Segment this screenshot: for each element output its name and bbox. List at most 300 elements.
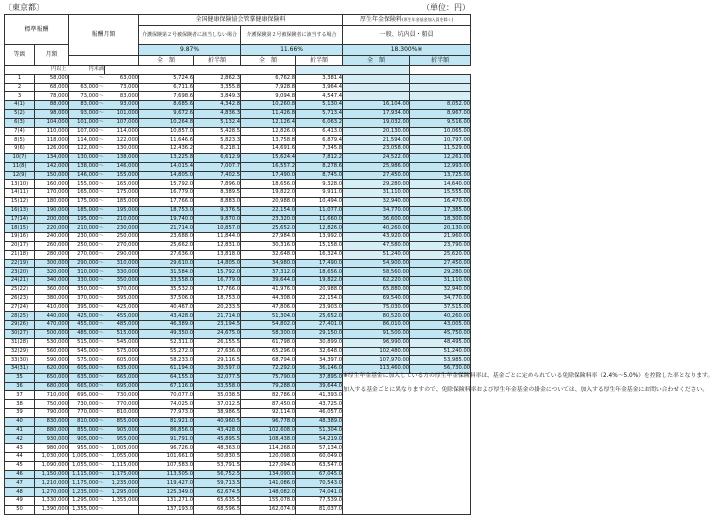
not-care-full-cell: 15,792.0 [139, 180, 194, 189]
pension-title: 厚生年金保険料 [360, 16, 403, 23]
not-care-half-cell: 29,116.5 [194, 356, 241, 365]
range-to-cell: 175,000 [105, 189, 139, 198]
blank-cell [105, 66, 296, 75]
range-to-cell: 330,000 [105, 268, 139, 277]
range-from-cell: 485,000 [69, 329, 99, 338]
grade-cell: 32(29) [5, 347, 35, 356]
table-row [5, 373, 471, 382]
range-from-cell: 138,000 [69, 162, 99, 171]
range-tilde: ～ [98, 497, 105, 504]
grade-cell: 37 [5, 391, 35, 400]
rate-not-care: 9.87% [139, 45, 241, 56]
range-tilde: ～ [98, 295, 105, 302]
range-tilde: ～ [98, 462, 105, 469]
not-care-half-cell: 8,883.0 [194, 197, 241, 206]
care-half-cell: 36,146.0 [296, 365, 343, 374]
range-tilde: ～ [98, 215, 105, 222]
not-care-half-cell: 33,558.0 [194, 382, 241, 391]
not-care-header: 介護保険第２号被保険者に該当しない場合 [139, 26, 241, 45]
pension-note [343, 372, 713, 514]
table-row [5, 303, 471, 312]
care-half-cell: 11,660.0 [296, 215, 343, 224]
care-full-cell: 19,822.0 [241, 189, 296, 198]
not-care-half-cell: 45,895.5 [194, 435, 241, 444]
range-from-cell: 210,000 [69, 224, 99, 233]
not-care-half-cell: 11,844.0 [194, 233, 241, 242]
monthly-cell: 98,000 [35, 109, 69, 118]
not-care-full-cell: 6,711.6 [139, 83, 194, 92]
range-from-cell: 1,355,000 [69, 505, 99, 514]
pension-full-cell: 20,130.00 [343, 127, 410, 136]
range-tilde: ～ [98, 506, 105, 513]
care-half-cell: 60,049.0 [296, 453, 343, 462]
remuneration-range-spacer [69, 56, 139, 66]
full-header: 全 額 [343, 56, 410, 66]
not-care-half-cell: 37,012.5 [194, 400, 241, 409]
not-care-half-cell: 23,194.5 [194, 321, 241, 330]
care-half-cell: 20,988.0 [296, 285, 343, 294]
pension-full-cell: 27,450.00 [343, 171, 410, 180]
care-half-cell: 17,490.0 [296, 259, 343, 268]
care-half-cell: 6,413.0 [296, 127, 343, 136]
range-from-cell: 63,000 [69, 83, 99, 92]
not-care-half-cell: 10,857.0 [194, 224, 241, 233]
range-from-cell: 107,000 [69, 127, 99, 136]
range-to-cell: 370,000 [105, 285, 139, 294]
not-care-half-cell: 9,870.0 [194, 215, 241, 224]
range-tilde: ～ [98, 312, 105, 319]
range-from-cell: 545,000 [69, 347, 99, 356]
range-to-cell: 138,000 [105, 153, 139, 162]
not-care-half-cell: 50,830.5 [194, 453, 241, 462]
pension-full-cell: 113,460.00 [343, 365, 410, 374]
table-row [5, 83, 471, 92]
not-care-full-cell: 52,311.0 [139, 338, 194, 347]
range-from-cell: 310,000 [69, 268, 99, 277]
rate-pension: 18.300%※ [343, 45, 471, 56]
pension-half-cell: 51,240.00 [410, 347, 471, 356]
care-full-cell: 61,798.0 [241, 338, 296, 347]
care-half-cell: 9,328.0 [296, 180, 343, 189]
not-care-half-cell: 27,636.0 [194, 347, 241, 356]
care-half-cell: 5,130.4 [296, 101, 343, 110]
not-care-half-cell: 21,714.0 [194, 312, 241, 321]
range-to-cell: 455,000 [105, 312, 139, 321]
pension-full-cell: 102,480.00 [343, 347, 410, 356]
pension-full-cell: 96,990.00 [343, 338, 410, 347]
not-care-half-cell: 12,831.0 [194, 241, 241, 250]
care-full-cell: 96,778.0 [241, 417, 296, 426]
table-row [5, 294, 471, 303]
grade-cell: 50 [5, 505, 35, 514]
monthly-cell: 300,000 [35, 259, 69, 268]
table-row [5, 338, 471, 347]
not-care-half-cell: 48,363.0 [194, 444, 241, 453]
range-tilde: ～ [98, 453, 105, 460]
not-care-full-cell: 10,857.0 [139, 127, 194, 136]
care-half-cell: 46,057.0 [296, 409, 343, 418]
grade-cell: 35 [5, 373, 35, 382]
range-to-cell: 195,000 [105, 206, 139, 215]
not-care-half-cell: 32,077.5 [194, 373, 241, 382]
grade-cell: 10(7) [5, 153, 35, 162]
grade-cell: 41 [5, 426, 35, 435]
range-tilde: ～ [98, 356, 105, 363]
range-to-cell: 1,175,000 [105, 470, 139, 479]
care-half-cell: 8,278.6 [296, 162, 343, 171]
care-full-cell: 7,928.8 [241, 83, 296, 92]
range-to-cell: 93,000 [105, 101, 139, 110]
range-to-cell: 310,000 [105, 259, 139, 268]
monthly-cell: 880,000 [35, 426, 69, 435]
monthly-cell: 530,000 [35, 338, 69, 347]
not-care-half-cell: 53,791.5 [194, 461, 241, 470]
care-full-cell: 23,320.0 [241, 215, 296, 224]
range-to-cell: 350,000 [105, 277, 139, 286]
pension-full-cell [343, 92, 410, 101]
pension-full-cell: 62,220.00 [343, 277, 410, 286]
pension-half-cell: 25,620.00 [410, 250, 471, 259]
table-row [5, 109, 471, 118]
range-from-cell: 1,295,000 [69, 497, 99, 506]
not-care-full-cell: 12,436.2 [139, 145, 194, 154]
grade-cell: 22(19) [5, 259, 35, 268]
grade-cell: 20(17) [5, 241, 35, 250]
not-care-full-cell: 8,685.6 [139, 101, 194, 110]
grade-cell: 46 [5, 470, 35, 479]
care-full-cell: 162,074.0 [241, 505, 296, 514]
not-care-full-cell: 86,856.0 [139, 426, 194, 435]
care-full-cell: 20,988.0 [241, 197, 296, 206]
not-care-half-cell: 8,389.5 [194, 189, 241, 198]
half-header: 折半額 [410, 56, 471, 66]
table-row [5, 74, 471, 83]
range-to-cell: 270,000 [105, 241, 139, 250]
table-row [5, 206, 471, 215]
not-care-full-cell: 107,583.0 [139, 461, 194, 470]
monthly-cell: 590,000 [35, 356, 69, 365]
monthly-cell: 134,000 [35, 153, 69, 162]
not-care-half-cell: 4,342.8 [194, 101, 241, 110]
range-from-cell: 230,000 [69, 233, 99, 242]
care-full-cell: 10,260.8 [241, 101, 296, 110]
not-care-full-cell: 58,233.0 [139, 356, 194, 365]
care-half-cell: 23,903.0 [296, 303, 343, 312]
monthly-cell: 1,270,000 [35, 488, 69, 497]
not-care-full-cell: 101,661.0 [139, 453, 194, 462]
grade-cell: 40 [5, 417, 35, 426]
grade-cell: 43 [5, 444, 35, 453]
care-half-cell: 77,539.0 [296, 497, 343, 506]
range-from-cell: 395,000 [69, 303, 99, 312]
range-to-cell: 905,000 [105, 426, 139, 435]
range-tilde: ～ [98, 382, 105, 389]
care-full-cell: 14,691.6 [241, 145, 296, 154]
range-from-cell: 270,000 [69, 250, 99, 259]
care-full-cell: 58,300.0 [241, 329, 296, 338]
not-care-full-cell: 23,688.0 [139, 233, 194, 242]
range-to-cell: 101,000 [105, 109, 139, 118]
not-care-half-cell: 56,752.5 [194, 470, 241, 479]
range-from-cell: 330,000 [69, 277, 99, 286]
not-care-half-cell: 62,674.5 [194, 488, 241, 497]
not-care-half-cell: 26,155.5 [194, 338, 241, 347]
grade-cell: 29(26) [5, 321, 35, 330]
range-to-cell: 730,000 [105, 391, 139, 400]
remuneration-header: 報酬月額 [69, 15, 139, 56]
not-care-full-cell: 74,025.0 [139, 400, 194, 409]
care-full-cell: 11,426.8 [241, 109, 296, 118]
monthly-cell: 1,150,000 [35, 470, 69, 479]
not-care-half-cell: 3,355.8 [194, 83, 241, 92]
not-care-half-cell: 14,805.0 [194, 259, 241, 268]
pension-full-cell: 91,500.00 [343, 329, 410, 338]
care-half-cell: 7,345.8 [296, 145, 343, 154]
monthly-cell: 710,000 [35, 391, 69, 400]
range-to-cell: 955,000 [105, 435, 139, 444]
not-care-half-cell: 40,960.5 [194, 417, 241, 426]
care-half-cell: 43,725.0 [296, 400, 343, 409]
not-care-full-cell: 96,726.0 [139, 444, 194, 453]
grade-cell: 33(30) [5, 356, 35, 365]
range-to-cell: 155,000 [105, 171, 139, 180]
care-half-cell: 3,381.4 [296, 74, 343, 83]
range-from-cell: 455,000 [69, 321, 99, 330]
care-half-cell: 25,652.0 [296, 312, 343, 321]
care-half-cell: 15,158.0 [296, 241, 343, 250]
not-care-full-cell: 14,805.0 [139, 171, 194, 180]
pension-half-cell: 21,960.00 [410, 233, 471, 242]
not-care-full-cell: 14,015.4 [139, 162, 194, 171]
grade-cell: 19(16) [5, 233, 35, 242]
care-full-cell: 22,154.0 [241, 206, 296, 215]
grade-cell: 18(15) [5, 224, 35, 233]
grade-cell: 5(2) [5, 109, 35, 118]
table-row [5, 268, 471, 277]
range-to-cell: 165,000 [105, 180, 139, 189]
care-half-cell: 30,899.0 [296, 338, 343, 347]
not-care-half-cell: 68,596.5 [194, 505, 241, 514]
monthly-cell: 142,000 [35, 162, 69, 171]
grade-cell: 28(25) [5, 312, 35, 321]
care-full-cell: 17,490.0 [241, 171, 296, 180]
monthly-cell: 980,000 [35, 444, 69, 453]
range-from-cell: 575,000 [69, 356, 99, 365]
range-tilde: ～ [98, 180, 105, 187]
grade-cell: 11(8) [5, 162, 35, 171]
pension-full-cell [343, 83, 410, 92]
range-from-cell: 93,000 [69, 109, 99, 118]
range-from-cell: 114,000 [69, 136, 99, 145]
range-to-cell: 545,000 [105, 338, 139, 347]
range-from-cell: 175,000 [69, 197, 99, 206]
pension-half-cell: 18,300.00 [410, 215, 471, 224]
monthly-cell: 1,390,000 [35, 505, 69, 514]
half-header: 折半額 [194, 56, 241, 66]
not-care-full-cell: 35,532.0 [139, 285, 194, 294]
not-care-full-cell: 25,662.0 [139, 241, 194, 250]
range-tilde: ～ [98, 75, 105, 82]
grade-cell: 21(18) [5, 250, 35, 259]
half-header: 折半額 [296, 56, 343, 66]
not-care-half-cell: 18,753.0 [194, 294, 241, 303]
range-tilde: ～ [98, 339, 105, 345]
care-half-cell: 4,547.4 [296, 92, 343, 101]
range-tilde: ～ [98, 418, 105, 425]
range-from-cell: 290,000 [69, 259, 99, 268]
monthly-cell: 360,000 [35, 285, 69, 294]
pension-half-cell: 14,640.00 [410, 180, 471, 189]
range-tilde: ～ [98, 400, 105, 407]
grade-cell: 24(21) [5, 277, 35, 286]
not-care-half-cell: 7,896.0 [194, 180, 241, 189]
not-care-full-cell: 10,264.8 [139, 118, 194, 127]
range-to-cell: 395,000 [105, 294, 139, 303]
care-full-cell: 82,786.0 [241, 391, 296, 400]
range-tilde: ～ [98, 365, 105, 372]
not-care-half-cell: 6,218.1 [194, 145, 241, 154]
monthly-cell: 180,000 [35, 197, 69, 206]
not-care-full-cell: 43,428.0 [139, 312, 194, 321]
care-half-cell: 10,494.0 [296, 197, 343, 206]
care-full-cell: 102,608.0 [241, 426, 296, 435]
range-tilde: ～ [98, 119, 105, 126]
table-row [5, 136, 471, 145]
grade-cell: 39 [5, 409, 35, 418]
grade-cell: 47 [5, 479, 35, 488]
grade-cell: 12(9) [5, 171, 35, 180]
pension-full-cell: 25,986.00 [343, 162, 410, 171]
pension-half-cell: 32,940.00 [410, 285, 471, 294]
table-row [5, 180, 471, 189]
full-header: 全 額 [241, 56, 296, 66]
not-care-full-cell: 13,225.8 [139, 153, 194, 162]
care-full-cell: 34,980.0 [241, 259, 296, 268]
table-row [5, 197, 471, 206]
range-to-cell: 695,000 [105, 382, 139, 391]
table-row [5, 224, 471, 233]
not-care-half-cell: 13,818.0 [194, 250, 241, 259]
care-full-cell: 25,652.0 [241, 224, 296, 233]
pension-full-cell: 58,560.00 [343, 268, 410, 277]
range-to-cell: 1,235,000 [105, 479, 139, 488]
range-to-cell: 107,000 [105, 118, 139, 127]
range-from-cell: 635,000 [69, 373, 99, 382]
range-tilde: ～ [98, 224, 105, 231]
range-from-cell: 730,000 [69, 400, 99, 409]
range-to-cell: 63,000 [105, 74, 139, 83]
pension-half-cell: 40,260.00 [410, 312, 471, 321]
pension-half-cell [410, 74, 471, 83]
range-tilde: ～ [98, 92, 105, 99]
pension-half-cell: 12,993.00 [410, 162, 471, 171]
monthly-cell: 220,000 [35, 224, 69, 233]
pension-half-cell: 45,750.00 [410, 329, 471, 338]
range-tilde: ～ [98, 444, 105, 451]
pension-full-cell: 16,104.00 [343, 101, 410, 110]
table-row [5, 215, 471, 224]
care-full-cell: 37,312.0 [241, 268, 296, 277]
care-full-cell: 44,308.0 [241, 294, 296, 303]
pension-full-cell: 54,900.00 [343, 259, 410, 268]
pension-half-cell: 31,110.00 [410, 277, 471, 286]
care-full-cell: 18,656.0 [241, 180, 296, 189]
blank-cell [296, 66, 410, 75]
range-from-cell: 1,115,000 [69, 470, 99, 479]
pension-full-cell: 107,970.00 [343, 356, 410, 365]
range-to-cell: 485,000 [105, 321, 139, 330]
not-care-half-cell: 15,792.0 [194, 268, 241, 277]
not-care-full-cell: 18,753.0 [139, 206, 194, 215]
full-header: 全 額 [139, 56, 194, 66]
not-care-full-cell: 21,714.0 [139, 224, 194, 233]
not-care-half-cell: 6,612.9 [194, 153, 241, 162]
range-tilde: ～ [98, 479, 105, 486]
pension-full-cell: 86,010.00 [343, 321, 410, 330]
monthly-cell: 68,000 [35, 83, 69, 92]
table-row [5, 233, 471, 242]
not-care-half-cell: 3,849.3 [194, 92, 241, 101]
pension-half-cell: 17,385.00 [410, 206, 471, 215]
range-tilde: ～ [98, 207, 105, 214]
monthly-cell: 410,000 [35, 303, 69, 312]
grade-cell: 25(22) [5, 285, 35, 294]
care-half-cell: 6,879.4 [296, 136, 343, 145]
care-half-cell: 29,150.0 [296, 329, 343, 338]
grade-cell: 4(1) [5, 101, 35, 110]
not-care-full-cell: 81,921.0 [139, 417, 194, 426]
note-text: 加入する基金ごとに異なりますので、免除保険料率および厚生年金基金の掛金については、加入する厚生年金基金にお問い合わせください。 [343, 386, 709, 393]
grade-cell: 42 [5, 435, 35, 444]
care-half-cell: 39,644.0 [296, 382, 343, 391]
monthly-cell: 58,000 [35, 74, 69, 83]
not-care-full-cell: 70,077.0 [139, 391, 194, 400]
grade-cell: 44 [5, 453, 35, 462]
grade-cell: 3 [5, 92, 35, 101]
care-full-cell: 134,090.0 [241, 470, 296, 479]
range-from-cell: 810,000 [69, 417, 99, 426]
range-tilde: ～ [98, 426, 105, 433]
range-tilde: ～ [98, 391, 105, 398]
not-care-half-cell: 5,428.5 [194, 127, 241, 136]
table-row [5, 92, 471, 101]
premium-table [4, 14, 713, 515]
not-care-full-cell: 46,389.0 [139, 321, 194, 330]
pension-half-cell: 11,529.00 [410, 145, 471, 154]
monthly-cell: 110,000 [35, 127, 69, 136]
range-tilde: ～ [98, 435, 105, 442]
care-full-cell: 108,438.0 [241, 435, 296, 444]
care-half-cell: 63,547.0 [296, 461, 343, 470]
range-tilde: ～ [98, 268, 105, 275]
pension-full-cell: 21,594.00 [343, 136, 410, 145]
care-half-cell: 70,543.0 [296, 479, 343, 488]
region-label: 〔東京都〕 [4, 3, 44, 12]
monthly-header: 月額 [35, 45, 69, 66]
range-from-cell: 83,000 [69, 101, 99, 110]
range-from-cell: 73,000 [69, 92, 99, 101]
monthly-cell: 560,000 [35, 347, 69, 356]
pension-full-cell [343, 74, 410, 83]
care-full-cell: 120,098.0 [241, 453, 296, 462]
grade-cell: 6(3) [5, 118, 35, 127]
pension-full-cell: 80,520.00 [343, 312, 410, 321]
pension-full-cell: 24,522.00 [343, 153, 410, 162]
not-care-full-cell: 55,272.0 [139, 347, 194, 356]
care-full-cell: 30,316.0 [241, 241, 296, 250]
care-header: 介護保険第２号被保険者に該当する場合 [241, 26, 343, 45]
not-care-full-cell: 27,636.0 [139, 250, 194, 259]
